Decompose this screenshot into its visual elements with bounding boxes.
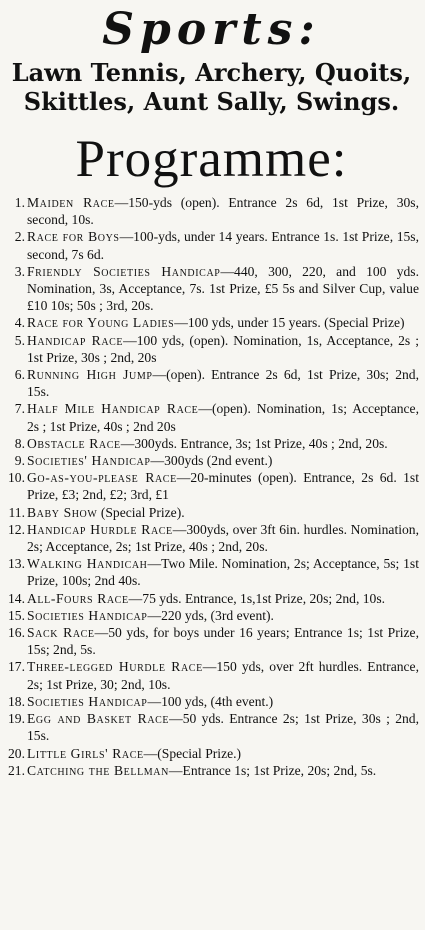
event-details: —100 yds, under 15 years. (Special Prize) <box>174 315 405 331</box>
programme-heading: Programme: <box>75 130 348 188</box>
programme-item <box>4 693 419 710</box>
item-number: 4. <box>14 315 25 331</box>
event-details: —150-yds (open). Entrance 2s 6d, 1st Prize, 30s, second, 10s. <box>27 195 419 228</box>
item-number: 9. <box>14 453 25 469</box>
programme-item <box>4 504 419 521</box>
event-name: Handicap Hurdle Race <box>27 521 173 537</box>
item-number: 19. <box>8 711 25 727</box>
programme-item <box>4 521 419 555</box>
event-name: Half Mile Handicap Race <box>27 401 199 417</box>
programme-item <box>4 314 419 331</box>
event-name: Handicap Race <box>27 332 124 348</box>
programme-item <box>4 710 419 744</box>
page-title: Sports: <box>102 4 321 55</box>
event-name: Little Girls' Race <box>27 745 144 761</box>
event-details: —150 yds, over 2ft hurdles. Entrance, 2s; 1st Prize, 30; 2nd, 10s. <box>27 659 419 692</box>
event-details: —50 yds. Entrance 2s; 1st Prize, 30s ; 2nd, 15s. <box>27 711 419 744</box>
event-details: —(Special Prize.) <box>143 745 242 761</box>
event-details: (Special Prize). <box>97 504 185 520</box>
programme-item <box>4 555 419 589</box>
programme-item <box>4 194 419 228</box>
event-details: —300yds. Entrance, 3s; 1st Prize, 40s ; 2nd, 20s. <box>120 435 388 451</box>
programme-item <box>4 590 419 607</box>
programme-list <box>4 194 419 779</box>
sports-list: Lawn Tennis, Archery, Quoits, Skittles, Aunt Sally, Swings. <box>11 58 412 116</box>
programme-item <box>4 452 419 469</box>
event-name: Friendly Societies Handicap <box>27 263 221 279</box>
programme-item <box>4 366 419 400</box>
item-number: 13. <box>8 556 25 572</box>
event-name: Sack Race <box>27 625 95 641</box>
event-details: —300yds (2nd event.) <box>150 453 273 469</box>
item-number: 6. <box>14 367 25 383</box>
item-number: 3. <box>14 263 25 279</box>
event-details: —100 yds, (4th event.) <box>147 693 274 709</box>
event-details: —300yds, over 3ft 6in. hurdles. Nomination, 2s; Acceptance, 2s; 1st Prize, 40s ; 2nd, 20s. <box>27 521 419 555</box>
item-number: 17. <box>8 659 25 675</box>
event-details: —(open). Entrance 2s 6d, 1st Prize, 30s; 2nd, 15s. <box>27 367 419 400</box>
event-name: All-Fours Race <box>27 590 129 606</box>
programme-item <box>4 400 419 434</box>
programme-item <box>4 228 419 262</box>
event-name: Baby Show <box>27 504 98 520</box>
event-details: —Entrance 1s; 1st Prize, 20s; 2nd, 5s. <box>168 762 377 778</box>
event-name: Societies Handicap <box>27 693 148 709</box>
event-details: —50 yds, for boys under 16 years; Entrance 1s; 1st Prize, 15s; 2nd, 5s. <box>27 625 419 658</box>
event-name: Running High Jump <box>27 367 153 383</box>
item-number: 20. <box>8 745 25 761</box>
item-number: 11. <box>8 504 25 520</box>
programme-item <box>4 607 419 624</box>
programme-item <box>4 745 419 762</box>
programme-item <box>4 332 419 366</box>
event-details: —440, 300, 220, and 100 yds. Nomination, 3s, Acceptance, 7s. 1st Prize, £5 5s and Silver Cup, value £10 10s; 50s ; 3rd, 20s. <box>27 263 419 314</box>
item-number: 8. <box>14 435 25 451</box>
item-number: 18. <box>8 693 25 709</box>
event-details: —20-minutes (open). Entrance, 2s 6d. 1st Prize, £3; 2nd, £2; 3rd, £1 <box>27 470 419 503</box>
programme-item <box>4 658 419 692</box>
event-name: Three-legged Hurdle Race <box>27 659 203 675</box>
event-name: Catching the Bellman <box>27 762 169 778</box>
item-number: 15. <box>8 607 25 623</box>
item-number: 12. <box>8 521 25 537</box>
event-details: —75 yds. Entrance, 1s,1st Prize, 20s; 2nd, 10s. <box>128 590 386 606</box>
programme-item <box>4 263 419 315</box>
event-details: —(open). Nomination, 1s; Acceptance, 2s ; 1st Prize, 40s ; 2nd 20s <box>27 401 419 434</box>
item-number: 2. <box>14 229 25 245</box>
item-number: 21. <box>8 762 25 778</box>
event-name: Maiden Race <box>27 195 115 210</box>
programme-item <box>4 624 419 658</box>
event-name: Walking Handicah <box>27 556 148 572</box>
event-name: Egg and Basket Race <box>27 711 170 727</box>
event-name: Race for Boys <box>27 229 120 245</box>
event-name: Go-as-you-please Race <box>27 470 177 486</box>
item-number: 5. <box>14 332 25 348</box>
item-number: 14. <box>8 590 25 606</box>
event-name: Societies Handicap <box>27 607 148 623</box>
event-details: —220 yds, (3rd event). <box>147 607 274 623</box>
item-number: 16. <box>8 625 25 641</box>
programme-item <box>4 435 419 452</box>
item-number: 1. <box>14 195 25 210</box>
item-number: 10. <box>8 470 25 486</box>
event-details: —100-yds, under 14 years. Entrance 1s. 1st Prize, 15s, second, 7s 6d. <box>27 229 419 262</box>
event-name: Obstacle Race <box>27 435 121 451</box>
event-details: —Two Mile. Nomination, 2s; Acceptance, 5s; 1st Prize, 100s; 2nd 40s. <box>27 556 419 589</box>
programme-item <box>4 762 419 779</box>
event-name: Societies' Handicap <box>27 453 151 469</box>
programme-item <box>4 469 419 503</box>
event-details: —100 yds, (open). Nomination, 1s, Acceptance, 2s ; 1st Prize, 30s ; 2nd, 20s <box>27 332 419 365</box>
event-name: Race for Young Ladies <box>27 315 175 331</box>
item-number: 7. <box>14 401 25 417</box>
